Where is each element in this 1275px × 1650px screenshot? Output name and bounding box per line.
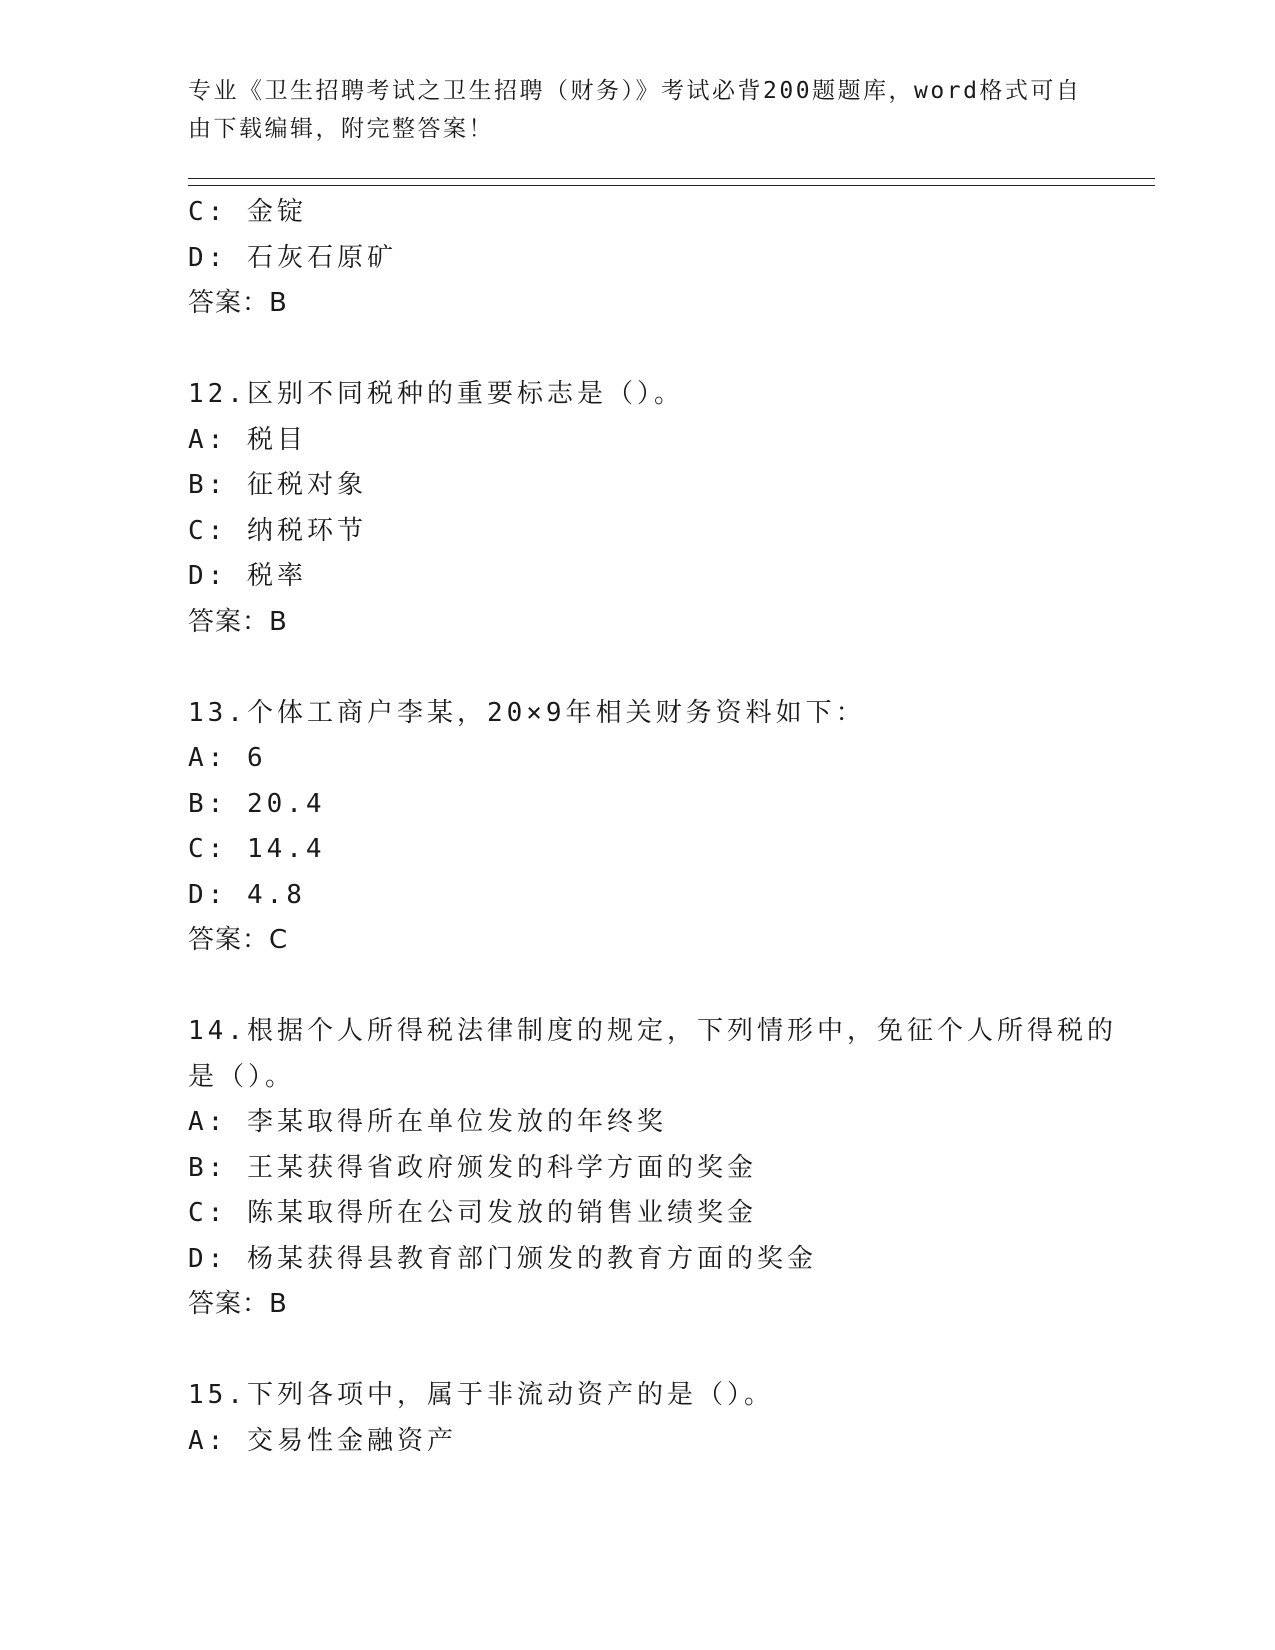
option-c: C: 纳税环节 xyxy=(188,515,367,546)
spacer xyxy=(188,1328,1088,1374)
spacer xyxy=(188,964,1088,1010)
option-d: D: 石灰石原矿 xyxy=(188,242,397,273)
option-b: B: 20.4 xyxy=(188,788,326,819)
question-stem: 14.根据个人所得税法律制度的规定，下列情形中，免征个人所得税的 xyxy=(188,1016,1117,1046)
header-divider xyxy=(188,178,1155,186)
option-c: C: 陈某取得所在公司发放的销售业绩奖金 xyxy=(188,1198,757,1228)
question-block xyxy=(188,1009,1117,1328)
option-a: A: 李某取得所在单位发放的年终奖 xyxy=(188,1107,667,1137)
option-b: B: 王某获得省政府颁发的科学方面的奖金 xyxy=(188,1152,757,1183)
answer-line: 答案：B xyxy=(188,288,288,318)
option-d: D: 杨某获得县教育部门颁发的教育方面的奖金 xyxy=(188,1243,817,1274)
document-header: 专业《卫生招聘考试之卫生招聘（财务）》考试必背200题题库，word格式可自由下载编辑，附完整答案！ xyxy=(188,78,1082,142)
option-d: D: 税率 xyxy=(188,561,307,591)
spacer xyxy=(188,645,1088,691)
question-block xyxy=(188,372,1088,645)
option-c: C: 14.4 xyxy=(188,834,326,864)
spacer xyxy=(188,327,1088,373)
question-block xyxy=(188,1373,1088,1464)
option-d: D: 4.8 xyxy=(188,879,306,910)
answer-line: 答案：C xyxy=(188,925,289,955)
option-a: A: 6 xyxy=(188,743,267,773)
option-a: A: 交易性金融资产 xyxy=(188,1425,457,1456)
option-c: C: 金锭 xyxy=(188,197,307,227)
question-stem: 15.下列各项中，属于非流动资产的是（）。 xyxy=(188,1380,774,1410)
question-block xyxy=(188,691,1088,964)
question-stem-continued: 是（）。 xyxy=(188,1061,296,1092)
question-block xyxy=(188,190,1088,327)
question-list xyxy=(188,190,1117,1464)
option-a: A: 税目 xyxy=(188,424,307,455)
answer-line: 答案：B xyxy=(188,1289,288,1319)
question-stem: 12.区别不同税种的重要标志是（）。 xyxy=(188,379,684,409)
answer-line: 答案：B xyxy=(188,606,288,637)
question-stem: 13.个体工商户李某，20×9年相关财务资料如下： xyxy=(188,697,866,728)
option-b: B: 征税对象 xyxy=(188,470,367,500)
